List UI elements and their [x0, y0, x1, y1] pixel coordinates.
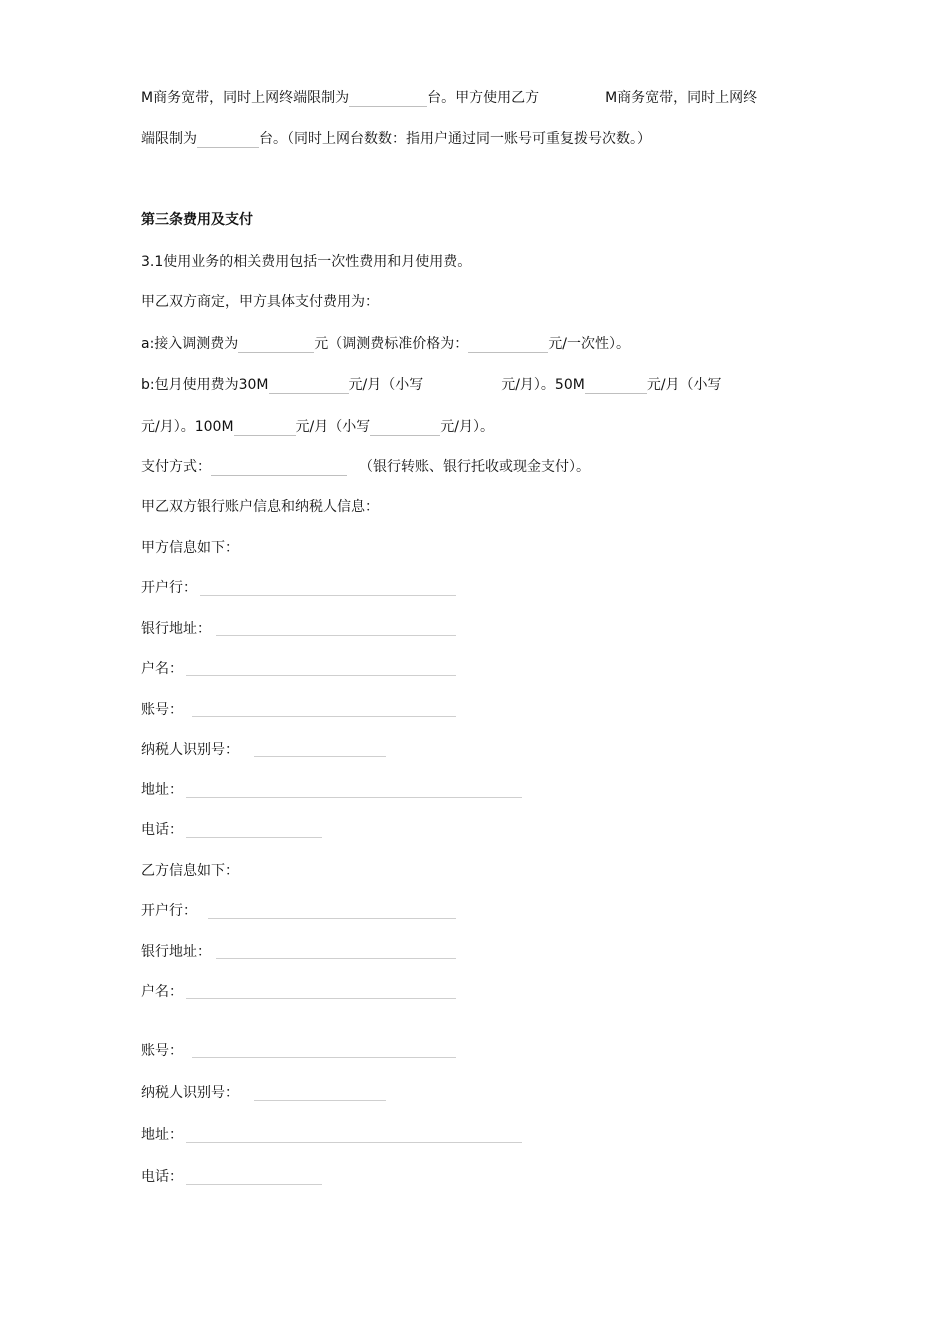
party-b-account-number-label: 账号：: [141, 1043, 183, 1059]
payment-method-label: 支付方式：: [141, 459, 211, 475]
text-span: 元/月（小写: [646, 377, 722, 393]
party-a-account-number-label: 账号：: [141, 702, 183, 718]
party-b-address-field[interactable]: [186, 1142, 522, 1143]
party-b-phone-label: 电话：: [141, 1169, 183, 1185]
party-b-tax-id-label: 纳税人识别号：: [141, 1085, 239, 1101]
text-span: 元/一次性）。: [548, 336, 631, 352]
party-a-bank-address-label: 银行地址：: [141, 621, 211, 637]
party-a-phone-field[interactable]: [186, 837, 322, 838]
fee-100m-blank[interactable]: [234, 421, 296, 436]
party-a-bank-address-field[interactable]: [216, 635, 456, 636]
text-span: 端限制为: [141, 131, 197, 147]
terminal-limit-blank-2[interactable]: [197, 133, 259, 148]
party-b-address-label: 地址：: [141, 1127, 183, 1143]
text-span: 元/月（小写: [295, 419, 371, 435]
payment-options: （银行转账、银行托收或现金支付）。: [359, 459, 590, 475]
text-span: 元/月）。50M: [501, 377, 585, 393]
party-b-phone-field[interactable]: [186, 1184, 322, 1185]
party-b-bank-address-field[interactable]: [216, 958, 456, 959]
clause-3-1: 3.1使用业务的相关费用包括一次性费用和月使用费。: [141, 254, 472, 270]
party-a-title: 甲方信息如下：: [141, 540, 239, 556]
party-b-title: 乙方信息如下：: [141, 863, 239, 879]
party-b-bank-address-label: 银行地址：: [141, 944, 211, 960]
text-span: 元（调测费标准价格为：: [314, 336, 469, 352]
payment-method-blank[interactable]: [211, 461, 347, 476]
party-b-account-number-field[interactable]: [192, 1057, 456, 1058]
bank-info-intro: 甲乙双方银行账户信息和纳税人信息：: [141, 499, 379, 515]
party-a-tax-id-label: 纳税人识别号：: [141, 742, 239, 758]
text-span: M商务宽带，同时上网终: [605, 90, 758, 106]
party-a-bank-field[interactable]: [200, 595, 456, 596]
text-span: 台。（同时上网台数数：指用户通过同一账号可重复拨号次数。）: [259, 131, 651, 147]
bandwidth-limit-line-1: [141, 88, 757, 108]
party-a-account-name-field[interactable]: [186, 675, 456, 676]
setup-fee-blank[interactable]: [238, 338, 314, 353]
fee-100m-words-blank[interactable]: [370, 421, 440, 436]
text-span: 元/月（小写: [348, 377, 424, 393]
party-b-bank-field[interactable]: [208, 918, 456, 919]
party-a-bank-label: 开户行：: [141, 580, 197, 596]
terminal-limit-blank-1[interactable]: [349, 92, 427, 107]
text-span: b:包月使用费为30M: [141, 377, 269, 393]
party-a-address-field[interactable]: [186, 797, 522, 798]
party-b-account-name-label: 户名：: [141, 984, 183, 1000]
bandwidth-limit-line-2: [141, 129, 651, 149]
text-span: a:接入调测费为: [141, 336, 239, 352]
section-heading: 第三条费用及支付: [141, 212, 253, 228]
setup-fee-line: [141, 334, 630, 354]
text-span: 元/月）。: [440, 419, 494, 435]
text-span: M商务宽带，同时上网终端限制为: [141, 90, 350, 106]
party-b-account-name-field[interactable]: [186, 998, 456, 999]
fee-agreement: 甲乙双方商定，甲方具体支付费用为：: [141, 294, 379, 310]
payment-method-line: [141, 457, 590, 477]
monthly-fee-line-2: [141, 417, 494, 437]
fee-50m-blank[interactable]: [585, 379, 647, 394]
party-a-account-number-field[interactable]: [192, 716, 456, 717]
party-b-bank-label: 开户行：: [141, 903, 197, 919]
party-a-tax-id-field[interactable]: [254, 756, 386, 757]
party-a-account-name-label: 户名：: [141, 661, 183, 677]
text-span: 元/月）。100M: [141, 419, 234, 435]
standard-price-blank[interactable]: [468, 338, 548, 353]
party-a-address-label: 地址：: [141, 782, 183, 798]
fee-30m-blank[interactable]: [269, 379, 349, 394]
party-b-tax-id-field[interactable]: [254, 1100, 386, 1101]
party-a-phone-label: 电话：: [141, 822, 183, 838]
text-span: 台。甲方使用乙方: [427, 90, 540, 106]
monthly-fee-line-1: [141, 375, 722, 395]
